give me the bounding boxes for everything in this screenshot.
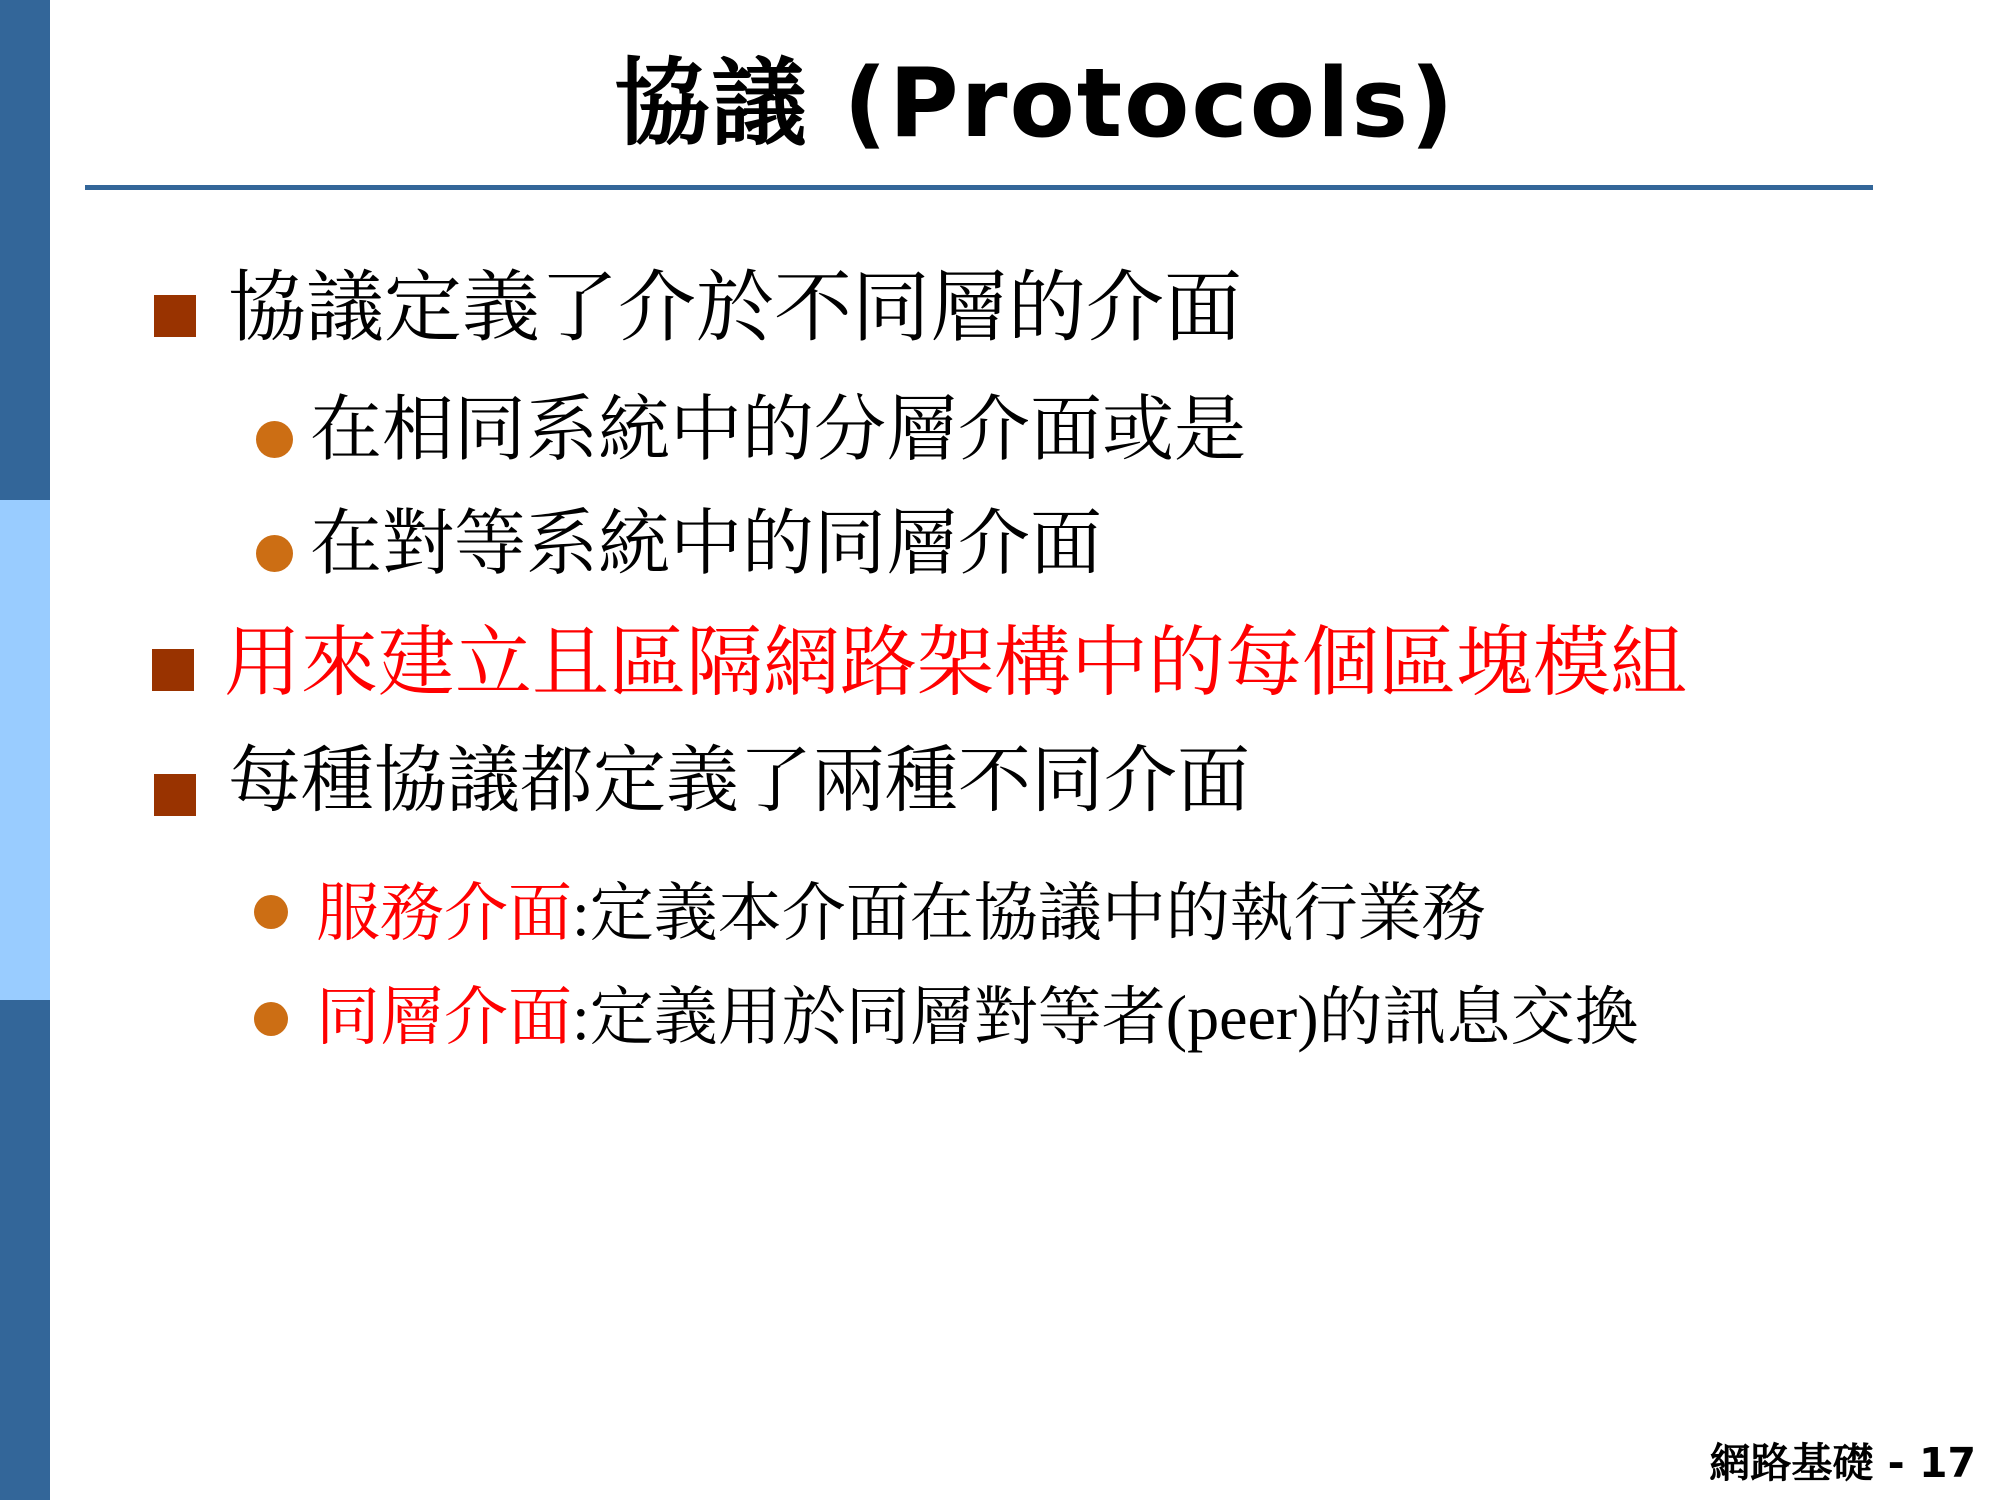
slide-title: 協議 (Protocols) bbox=[614, 49, 1456, 159]
circle-bullet-icon bbox=[256, 535, 293, 572]
bullet-text: 協議定義了介於不同層的介面 bbox=[228, 264, 1243, 351]
bullet-item-6 bbox=[254, 876, 1486, 952]
bullet-item-4 bbox=[152, 618, 1687, 709]
square-bullet-icon bbox=[154, 774, 196, 816]
bullet-lead-red: 同層介面 bbox=[316, 982, 572, 1053]
bullet-lead-red: 服務介面 bbox=[316, 878, 572, 949]
bullet-rest: :定義本介面在協議中的執行業務 bbox=[572, 878, 1486, 949]
bullet-text: 每種協議都定義了兩種不同介面 bbox=[228, 740, 1250, 821]
square-bullet-icon bbox=[152, 649, 194, 691]
bullet-text-red: 用來建立且區隔網路架構中的每個區塊模組 bbox=[224, 620, 1687, 706]
bullet-item-7 bbox=[254, 980, 1639, 1056]
circle-bullet-icon bbox=[254, 895, 288, 929]
bullet-item-3 bbox=[256, 502, 1102, 587]
bullet-text bbox=[316, 876, 1486, 952]
bullet-item-5 bbox=[154, 738, 1250, 824]
square-bullet-icon bbox=[154, 295, 196, 337]
bullet-text bbox=[316, 980, 1639, 1056]
bullet-text: 在相同系統中的分層介面或是 bbox=[310, 390, 1247, 470]
bullet-rest: :定義用於同層對等者(peer)的訊息交換 bbox=[572, 982, 1639, 1053]
sidebar-bar-middle bbox=[0, 500, 50, 1000]
bullet-item-1 bbox=[154, 262, 1242, 354]
bullet-item-2 bbox=[256, 388, 1246, 473]
sidebar-bar-bottom bbox=[0, 1000, 50, 1500]
title-underline bbox=[85, 185, 1873, 190]
bullet-text: 在對等系統中的同層介面 bbox=[310, 504, 1103, 584]
circle-bullet-icon bbox=[256, 421, 293, 458]
circle-bullet-icon bbox=[254, 1002, 288, 1036]
sidebar-bar-top bbox=[0, 0, 50, 500]
page-footer: 網路基礎 - 17 bbox=[1709, 1439, 1976, 1487]
